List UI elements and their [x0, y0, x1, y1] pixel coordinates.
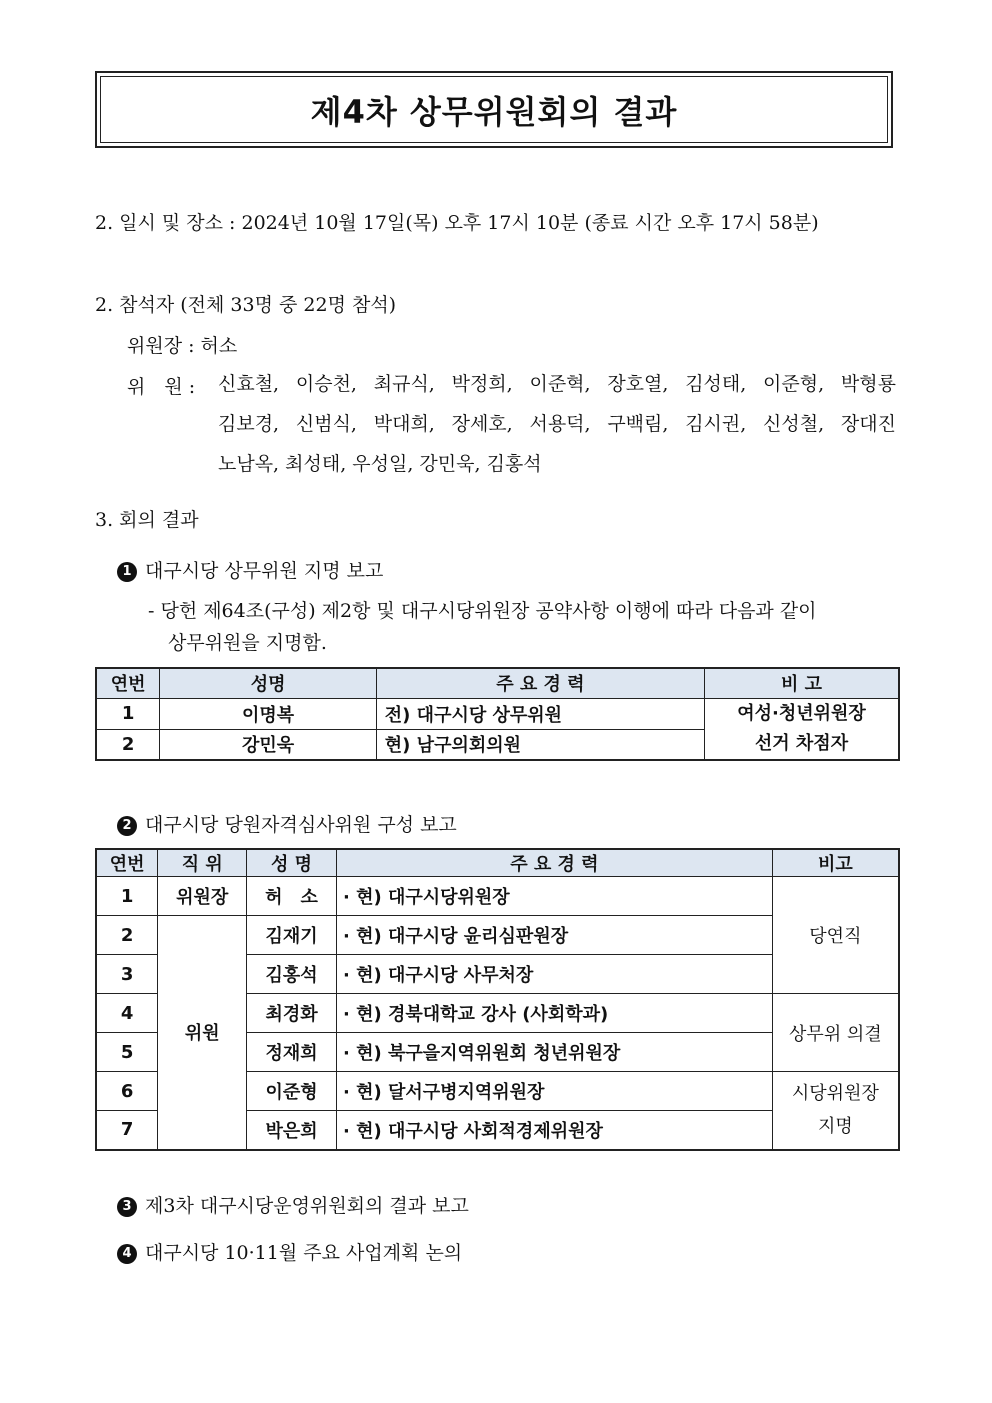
row-career: · 현) 대구시당위원장	[336, 877, 772, 916]
members-line-3: 노남옥, 최성태, 우성일, 강민욱, 김홍석	[218, 453, 542, 475]
row-name: 허 소	[247, 877, 337, 916]
table1-note-line-1: 여성·청년위원장	[737, 702, 866, 724]
members-label: 위 원 :	[127, 376, 196, 398]
table2-note-c	[772, 1072, 899, 1150]
table2-note-b: 상무위 의결	[772, 994, 899, 1072]
item2-number-icon: 2	[117, 816, 137, 836]
item3-number-icon: 3	[117, 1197, 137, 1217]
item1-number-icon: 1	[117, 562, 137, 582]
item2-title: 대구시당 당원자격심사위원 구성 보고	[145, 814, 457, 836]
title-box	[95, 71, 893, 148]
row-no: 3	[96, 955, 158, 994]
item1-desc-1: - 당헌 제64조(구성) 제2항 및 대구시당위원장 공약사항 이행에 따라 다음과 같이	[148, 600, 817, 622]
table1-header-note: 비 고	[704, 668, 899, 698]
item2-heading	[117, 810, 457, 837]
section-results: 3. 회의 결과	[95, 509, 199, 531]
row-no: 5	[96, 1033, 158, 1072]
table1-header-career: 주 요 경 력	[376, 668, 704, 698]
row-position: 위원장	[158, 877, 247, 916]
row-no: 6	[96, 1072, 158, 1111]
table-row	[96, 698, 899, 729]
row-career: · 현) 달서구병지역위원장	[336, 1072, 772, 1111]
row-no: 7	[96, 1111, 158, 1150]
item4-title: 대구시당 10·11월 주요 사업계획 논의	[145, 1242, 463, 1264]
chair-line: 위원장 : 허소	[127, 335, 238, 357]
committee-table	[95, 848, 900, 1151]
title-inner-border	[100, 76, 888, 143]
row-career: · 현) 대구시당 사회적경제위원장	[336, 1111, 772, 1150]
table2-header-note: 비고	[772, 849, 899, 877]
row-career: · 현) 북구을지역위원회 청년위원장	[336, 1033, 772, 1072]
item1-desc-2: 상무위원을 지명함.	[168, 632, 327, 654]
table1-note-line-2: 선거 차점자	[754, 732, 849, 754]
item3-heading	[117, 1191, 469, 1218]
item4-heading	[117, 1238, 462, 1265]
row-name: 정재희	[247, 1033, 337, 1072]
row-name: 강민욱	[160, 729, 376, 760]
table-row	[96, 877, 899, 916]
row-career: · 현) 대구시당 윤리심판원장	[336, 916, 772, 955]
item1-heading	[117, 556, 383, 583]
row-no: 4	[96, 994, 158, 1033]
table1-header-name: 성명	[160, 668, 376, 698]
table1-note	[704, 698, 899, 760]
document-title: 제4차 상무위원회의 결과	[310, 92, 678, 131]
table2-note-a: 당연직	[772, 877, 899, 994]
table2-header-career: 주 요 경 력	[336, 849, 772, 877]
row-name: 박은희	[247, 1111, 337, 1150]
table2-header-name: 성 명	[247, 849, 337, 877]
table2-note-c-line-2: 지명	[817, 1116, 853, 1138]
members-line-2: 김보경, 신범식, 박대희, 장세호, 서용덕, 구백림, 김시권, 신성철, 장대진	[218, 413, 896, 435]
row-name: 이준형	[247, 1072, 337, 1111]
table1-header-no: 연번	[96, 668, 160, 698]
row-name: 김재기	[247, 916, 337, 955]
table2-header-row	[96, 849, 899, 877]
table1-header-row	[96, 668, 899, 698]
row-no: 1	[96, 698, 160, 729]
table2-note-c-line-1: 시당위원장	[791, 1083, 879, 1105]
item3-title: 제3차 대구시당운영위원회의 결과 보고	[145, 1195, 469, 1217]
row-name: 최경화	[247, 994, 337, 1033]
row-career: 전) 대구시당 상무위원	[376, 698, 704, 729]
row-career: · 현) 대구시당 사무처장	[336, 955, 772, 994]
row-position-member: 위원	[158, 916, 247, 1150]
appointment-table	[95, 667, 900, 761]
members-line-1: 신효철, 이승천, 최규식, 박정희, 이준혁, 장호열, 김성태, 이준형, 박형룡	[218, 373, 896, 395]
table2-header-position: 직 위	[158, 849, 247, 877]
row-no: 2	[96, 916, 158, 955]
item4-number-icon: 4	[117, 1244, 137, 1264]
row-name: 김홍석	[247, 955, 337, 994]
row-no: 1	[96, 877, 158, 916]
item1-title: 대구시당 상무위원 지명 보고	[145, 560, 384, 582]
members-list	[218, 364, 896, 484]
section-attendees: 2. 참석자 (전체 33명 중 22명 참석)	[95, 294, 397, 316]
section-datetime: 2. 일시 및 장소 : 2024년 10월 17일(목) 오후 17시 10분 (종료 시간 오후 17시 58분)	[95, 212, 819, 234]
row-no: 2	[96, 729, 160, 760]
table2-header-no: 연번	[96, 849, 158, 877]
row-name: 이명복	[160, 698, 376, 729]
row-career: · 현) 경북대학교 강사 (사회학과)	[336, 994, 772, 1033]
row-career: 현) 남구의회의원	[376, 729, 704, 760]
